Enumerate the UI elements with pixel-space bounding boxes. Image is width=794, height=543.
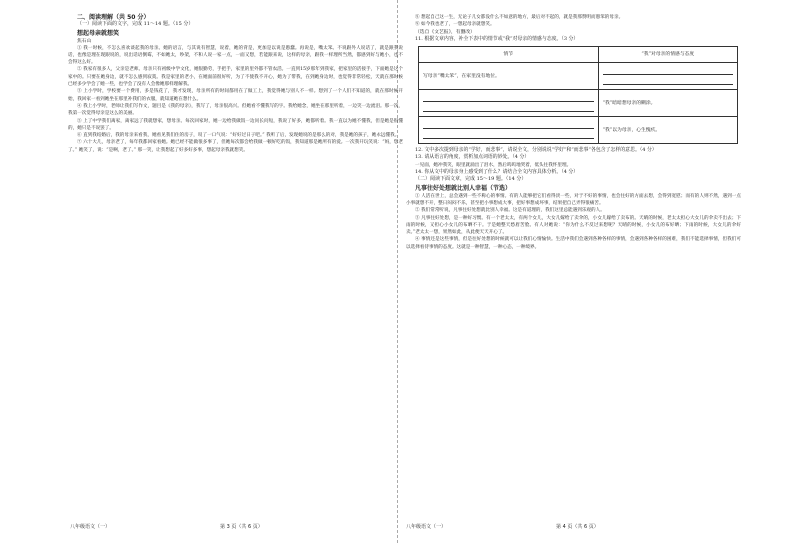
answer-line[interactable] <box>423 104 594 112</box>
question-14: 14. 你从文中的母亲身上感受到了什么？请结合全文内容具体分析。（4 分） <box>415 169 579 176</box>
footer-subject: 八年级语文（一） <box>70 524 111 530</box>
section-heading: 二、阅读理解（共 50 分） <box>77 14 150 21</box>
article-author: 焦石山 <box>77 38 92 44</box>
table-header-attitude: “我”对母亲的情感与态度 <box>598 47 737 63</box>
right-page <box>406 14 741 251</box>
answer-line[interactable] <box>423 131 594 139</box>
paragraph-4: ④ 我上小学时，老师让我们写作文，题目是《我的母亲》，我写了，母亲很高兴。但她看不懂我写的字。我给她念，她坐在那里听着，一边笑一边流泪。那一次，我第一次觉得母亲是这么的美丽。 <box>68 103 403 117</box>
answer-line[interactable] <box>423 94 594 102</box>
table-cell-attitude-1[interactable] <box>598 63 737 90</box>
article2-paragraph-1: ① 人活在世上，总会遇到一些不称心的事情。有的人能够把它们看得淡一些，对于不好的事情，也会往好的方面去想，会得到宽慰；而有的人则不然，遇到一点小事就想不开，整日闷闷不乐，甚至把小事想成大事，把好事想成坏事，结果把自己弄得很痛苦。 <box>406 193 741 206</box>
left-page <box>68 14 403 154</box>
question-13: 13. 请从语言的角度，赏析加点词语的妙处。（4 分） <box>415 154 530 161</box>
part2-intro: （二）阅读下面文章，完成 15～19 题。（14 分） <box>415 176 527 183</box>
paragraph-8: ⑧ 想起自己这一生，无论子儿女都没什么不如意的地方，最后对不起的，就是我那赞明而愚笨的母亲。 <box>415 15 624 20</box>
table-cell-plot-1: 写母亲“嘴太笨”，在家里没有地位。 <box>419 63 599 90</box>
paragraph-9: ⑨ 如今我也老了，一想起母亲就想笑。 <box>415 22 495 28</box>
article-title: 想起母亲就想笑 <box>77 29 120 37</box>
answer-line[interactable] <box>603 67 733 75</box>
question-12: 12. 文中多次提到母亲的“学好，而悲事”，请说全文，分别说说“学好”和“而悲事”各包含了怎样的意思。（4 分） <box>415 147 657 154</box>
footer-page-number: 第 4 页（共 6 页） <box>556 524 599 530</box>
footer-subject: 八年级语文（一） <box>406 524 447 530</box>
table-cell-plot-2[interactable] <box>419 90 599 117</box>
paragraph-7: ⑦ 六十大几，母亲老了，每年我都回家看她。她已经不能做很多事了，但她每次都会给我做一顿好吃的饭，我知道那是她所有的爱。一次我开玩笑说：“妈，您老了。” 她笑了，说：“是啊，老了。” 那一笑，让我想起了好多好多事，想起母亲我就想笑。 <box>68 140 403 153</box>
paragraph-3: ③ 上小学时，学校要一个费用，多是钱花了，我才发现，母亲所有的时间都用在了做工上，我觉得她与别人不一样。想到了一个人们不知道的，就在那时候开始，我回家一看到她坐在那里补我们的衣服，就知道她在想什么。 <box>68 89 403 102</box>
table-cell-attitude-3: “我”以为母亲，心生愧疚。 <box>598 117 737 144</box>
paragraph-6: ⑥ 直到我结婚后，我的母亲来看我，她看见我们住的房子，叹了一口气说：“好好过日子吧。” 我听了后，发现她说的是那么的对，我是她的孩子，她永远懂我。 <box>77 133 400 139</box>
question-11: 11. 根据文章内容，补全下表中的情节或“我”对母亲的情感与态度。（3 分） <box>415 35 579 42</box>
answer-line[interactable] <box>423 121 594 129</box>
answer-line[interactable] <box>603 77 733 85</box>
question-11-table <box>418 46 738 144</box>
table-cell-plot-3[interactable] <box>419 117 599 144</box>
article2-paragraph-3: ③ 凡事往好处想，是一种好习惯。有一个老太太，有两个女儿，大女儿嫁给了卖伞的，小女儿嫁给了卖布的。天晴的时候，老太太担心大女儿的伞卖不出去；下雨的时候，又担心小女儿的布晒不干。于是她整天愁眉苦脸。有人对她说：“你为什么不反过来想呢？天晴的时候，小女儿的布好晒；下雨的时候，大女儿的伞好卖。”老太太一想，果然如此，从此便天天开心了。 <box>406 215 741 236</box>
paragraph-5: ⑤ 上了中学我们离家，离家远了我就想家，想母亲。每次回家时，她一边给我做饭一边问长问短，我说了好多，她都听着。我一直以为她不懂我，但是她是很懂的，她只是不说罢了。 <box>68 118 403 131</box>
paragraph-1: ① 我一时候，不怎么喜欢谈起我的母亲。她的语言，与其说有智慧，说着，她的背是，更加是以说是愚蠢。再说是，嘴太笨。不说跟外人说话了，就是跟我说话，也像是理在现跟说的，说出话语倒霉，不如她太，吵架，不和人说一家一点，一面又想，若能跟来说，这样的母亲，跟我一样理所当然，都感到好与她小，也不会得这么好。 <box>68 45 403 66</box>
table-header-plot: 情节 <box>419 47 599 63</box>
article2-paragraph-2: ② 我们常常听说，凡事往好处想就比别人幸福。这是有道理的，我们这里总能遇到乐观的人。 <box>415 208 605 214</box>
article2-title: 凡事往好处想就比别人幸福（节选） <box>415 184 512 192</box>
footer-page-number: 第 3 页（共 6 页） <box>220 524 263 530</box>
table-cell-attitude-2: “我”暗暗想母亲的糊涂。 <box>598 90 737 117</box>
question-13-quote: 一见面，她冲我笑，眼里就涌出了泪水，然后呜呜地哭着，低头往我怀里埋。 <box>415 162 572 168</box>
paragraph-2: ② 我家有很多人，父亲是老师。母亲只有初级中学文化，她很勤劳，手把手，家里的里外都不管农活。一直到15岁那年到我家，把家里的活接手，下面她是这个家中的。只要在她身边，就不怎么感到寂寞。我是家里的老小，在她面前很好听，为了不使我不开心，她为了带我，在到她身边时，也觉得非常轻松，天就在那时候已经多少学会了她一些，也学会了没有人会像她那样理解我。 <box>68 67 403 88</box>
article-source: （选自《文艺报》，有删改） <box>415 29 475 35</box>
article2-paragraph-4: ④ 事情还是这些事情，但是往好处想的时候就可以让我们心情愉快。生活中我们会遇到各种各样的事情，会遇到各种各样的困难，我们不能选择事情，但我们可以选择看待事情的态度。这就是一种智慧，一种心态，一种境界。 <box>406 237 741 250</box>
part1-intro: （一）阅读下面的文字，完成 11～14 题。（15 分） <box>77 21 194 28</box>
